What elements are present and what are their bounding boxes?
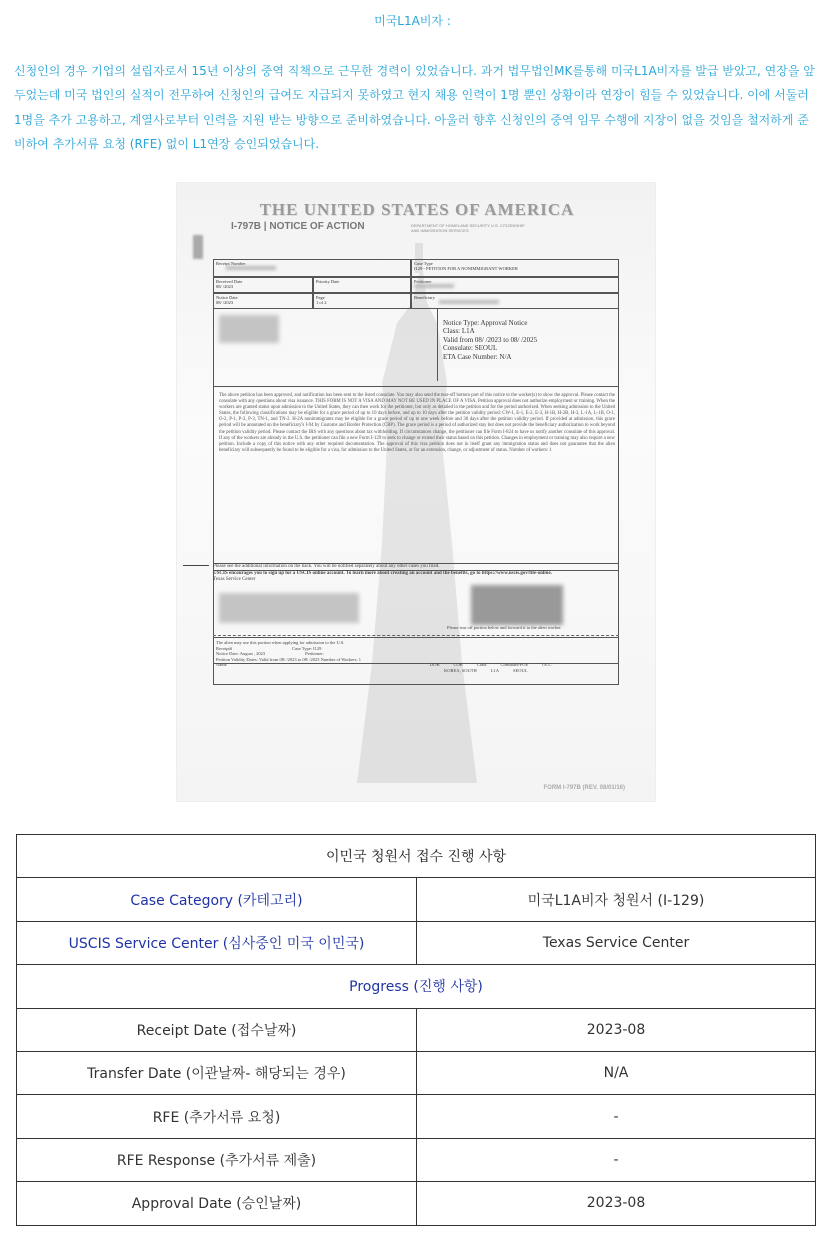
petitioner-cell <box>411 277 619 293</box>
stub-consulate-value: SEOUL <box>513 667 528 673</box>
receipt-number-cell <box>213 259 411 277</box>
petitioner-redacted <box>414 284 454 288</box>
side-barcode <box>193 235 203 259</box>
document-banner: THE UNITED STATES OF AMERICA <box>259 200 575 219</box>
transfer-date-label: Transfer Date (이관날짜- 해당되는 경우) <box>17 1051 417 1094</box>
receipt-date-value: 2023-08 <box>417 1008 816 1051</box>
table-row <box>17 921 816 964</box>
consulate: Consulate: SEOUL <box>443 344 498 353</box>
receipt-number-label: Receipt Number <box>216 261 246 266</box>
table-row <box>17 878 816 921</box>
stub-row-4 <box>216 668 616 674</box>
beneficiary-cell <box>411 293 619 309</box>
case-type-cell <box>411 259 619 277</box>
rfe-label: RFE (추가서류 요청) <box>17 1095 417 1138</box>
valid-from: Valid from 08/ /2023 to 08/ /2025 <box>443 335 538 344</box>
side-mark <box>183 565 209 566</box>
priority-date-cell <box>313 277 411 293</box>
stub-class-value: L1A <box>490 667 500 673</box>
table-header-row <box>17 835 816 878</box>
page-cell <box>313 293 411 309</box>
tear-off-note: Please tear off portion below and forward it to the alien worker. <box>447 625 562 630</box>
table-row <box>17 1008 816 1051</box>
progress-header: Progress (진행 사항) <box>17 965 816 1008</box>
notice-date-cell <box>213 293 313 309</box>
tear-off-line <box>213 635 619 636</box>
case-type-value: I129 - PETITION FOR A NONIMMIGRANT WORKER <box>414 266 518 271</box>
address-redacted <box>219 315 279 343</box>
stub-consulate: Consulate/POE <box>500 662 529 667</box>
notice-header: I-797B | NOTICE OF ACTION <box>231 221 365 232</box>
table-row <box>17 1095 816 1138</box>
approval-date-label: Approval Date (승인날짜) <box>17 1182 417 1225</box>
notice-type: Notice Type: Approval Notice <box>443 319 528 327</box>
case-category-label: Case Category (카테고리) <box>17 878 417 921</box>
stub-petitioner: Petitioner: <box>305 651 324 656</box>
receipt-number-redacted <box>226 266 276 270</box>
case-category-value: 미국L1A비자 청원서 (I-129) <box>417 878 816 921</box>
stub-validity: Petition Validity Dates: Valid from 08/ /2023 to 08/ /2025 Number of Workers: 1 <box>216 656 362 662</box>
stub-notice-date: Notice Date: August , 2023 <box>216 651 266 656</box>
page-value: 1 of 2 <box>316 300 327 305</box>
beneficiary-label: Beneficiary <box>414 295 435 300</box>
petitioner-label: Petitioner <box>414 279 432 284</box>
stub-dob: DOB <box>430 662 440 667</box>
table-row <box>17 1138 816 1181</box>
stub-note: The alien may use this portion when applying for admission to the U.S. <box>216 640 345 645</box>
stub-name: Name <box>216 662 227 667</box>
table-header: 이민국 청원서 접수 진행 사항 <box>17 835 816 878</box>
stub-class: Class <box>476 662 487 667</box>
beneficiary-redacted <box>439 300 499 304</box>
table-row <box>17 1182 816 1225</box>
approval-body-text: The above petition has been approved, and notification has been sent to the listed consulate. You may also send the tear-off bottom part of this notice to the worker(s) to show the approval. Please contact the consulate with any questions about visa issuance. THIS FORM IS NOT A VISA AND MAY NOT BE USED IN PLACE OF A VISA. Petition approval does not authorize employment or training. When the workers are granted status upon admission to the United States, they can then work for the petitioner, but only as detailed in the petition and for the period authorized. When seeking admission to the United States, the following classifications may be eligible for a grace period of up to 10 days before, and up to 10 days after the petition validity period: CW-1, E-1, E-2, E-3, H-1B, H-2B, H-3, L-1A, L-1B, O-1, O-2, P-1, P-2, P-3, TN-1, and TN-2. H-2A nonimmigrants may be eligible for a grace period of up to one week before and 30 days after the petition validity period. If provided at admission, this grace period will be annotated on the beneficiary's I-94 by Customs and Border Protection (CBP). The grace period is a period of authorized stay but does not provide the beneficiary authorization to work beyond the petition validity period. Please contact the IRS with any questions about tax withholding. If circumstances change, the petitioner can file Form I-824 to have us notify another consulate of this approval. If any of the workers are already in the U.S. the petitioner can file a new Form I-129 to seek to change or extend their status based on this petition. Changes in employment or training may also require a new petition. Include a copy of this notice with any other required documentation. The approval of this visa petition does not in itself grant any immigration status and does not guarantee that the alien beneficiary will subsequently be found to be eligible for a visa, for admission to the United States, or for an extension, change, or adjustment of status. Number of workers: 1 <box>219 393 615 453</box>
notice-date-label: Notice Date <box>216 295 238 300</box>
department-label: DEPARTMENT OF HOMELAND SECURITY U.S. CITIZENSHIP AND IMMIGRATION SERVICES <box>411 223 525 233</box>
stub-case-type: Case Type: I129 <box>292 645 322 651</box>
stub-cob: COB <box>453 662 463 667</box>
rfe-value: - <box>417 1095 816 1138</box>
service-center-value: Texas Service Center <box>417 921 816 964</box>
progress-header-row <box>17 965 816 1008</box>
priority-date-label: Priority Date <box>316 279 340 284</box>
receipt-date-label: Receipt Date (접수날짜) <box>17 1008 417 1051</box>
progress-table <box>16 834 816 1226</box>
eta-case-number: ETA Case Number: N/A <box>443 352 512 361</box>
page-title: 미국L1A비자 : <box>374 14 451 28</box>
received-date-label: Received Date <box>216 279 243 284</box>
lower-section <box>213 563 619 583</box>
uscis-online-note: USCIS encourages you to sign up for a USCIS online account. To learn more about creating an account and the benefits, go to https://www.uscis.gov/file-online. <box>213 571 552 576</box>
rfe-response-value: - <box>417 1138 816 1181</box>
form-number: FORM I-797B (REV. 08/01/16) <box>543 785 625 791</box>
case-type-label: Case Type <box>414 261 433 266</box>
stub-receipt: Receipt# <box>216 645 232 651</box>
intro-paragraph: 신청인의 경우 기업의 설립자로서 15년 이상의 중역 직책으로 근무한 경력이 있었습니다. 과거 법무법인MK를통해 미국L1A비자를 발급 받았고, 연장을 앞두었는데 미국 법인의 실적이 전무하여 신청인의 급여도 지급되지 못하였고 현지 채용 인력이 1명 뿐인 상황이라 연장이 힘들 수 있었습니다. 이에 서둘러 1명을 추가 고용하고, 계열사로부터 인력을 지원 받는 방향으로 준비하였습니다. 아울러 향후 신청인의 중역 임무 수행에 지장이 없을 것임을 철저하게 준비하여 추가서류 요청 (RFE) 없이 L1연장 승인되었습니다. <box>14 64 815 151</box>
class-value: Class: L1A <box>443 327 475 336</box>
page-label: Page <box>316 295 325 300</box>
notice-type-details <box>443 319 537 361</box>
tear-off-stub <box>213 637 619 685</box>
section-divider <box>213 386 619 387</box>
barcode-redacted <box>471 585 563 625</box>
received-date-cell <box>213 277 313 293</box>
received-date-value: 08/ /2023 <box>216 284 234 289</box>
service-address-redacted <box>219 593 359 623</box>
table-row <box>17 1051 816 1094</box>
rfe-response-label: RFE Response (추가서류 제출) <box>17 1138 417 1181</box>
notice-date-value: 08/ /2023 <box>216 300 234 305</box>
stub-occ: OCC <box>542 662 552 667</box>
service-center-label: USCIS Service Center (심사중인 미국 이민국) <box>17 921 417 964</box>
back-note: Please see the additional information on the back. You will be notified separately about any other cases you filed. <box>213 563 619 571</box>
approval-notice-image <box>176 182 656 802</box>
approval-date-value: 2023-08 <box>417 1182 816 1225</box>
stub-cob-value: KOREA, SOUTH <box>444 667 477 673</box>
service-center: Texas Service Center <box>213 577 256 582</box>
transfer-date-value: N/A <box>417 1051 816 1094</box>
